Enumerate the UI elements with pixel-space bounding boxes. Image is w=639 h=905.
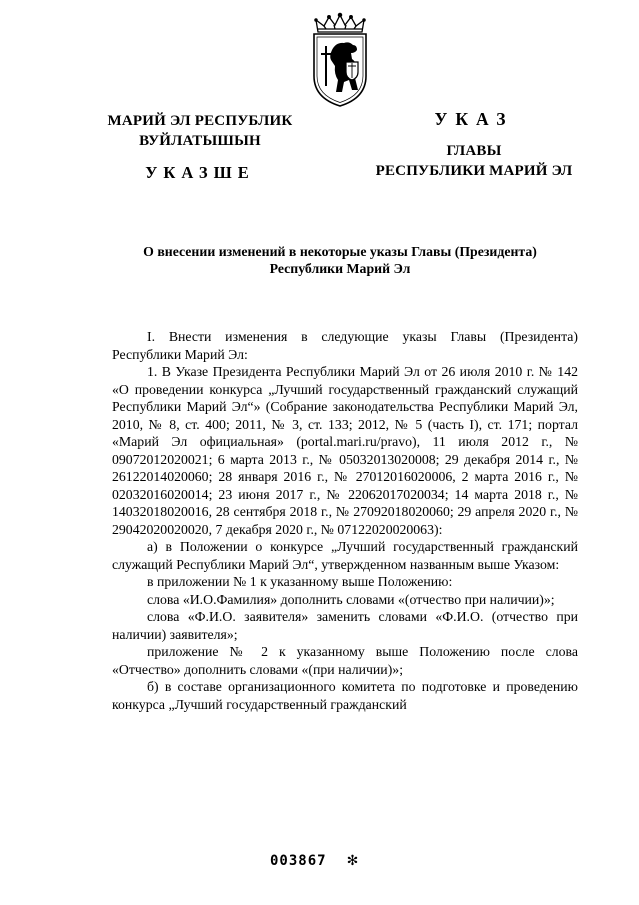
header-left (100, 111, 300, 183)
header-right-ukaz: УКАЗ (434, 109, 514, 129)
header-right-line2: РЕСПУБЛИКИ МАРИЙ ЭЛ (375, 163, 573, 179)
paragraph: слова «Ф.И.О. заявителя» заменить словами «Ф.И.О. (отчество при наличии) заявителя»; (112, 609, 578, 642)
paragraph: 1. В Указе Президента Республики Марий Эл от 26 июля 2010 г. № 142 «О проведении конкурса „Лучший государственный гражданский служащий Республики Марий Эл“» (Собрание законодательства Республики Марий Эл, 2010, № 8, ст. 400; 2011, № 3, ст. 133; 2012, № 5 (часть I), ст. 171; портал «Марий Эл официальная» (portal.mari.ru/pravo), 11 июля 2012 г., № 09072012020021; 6 марта 2013 г., № 05032013020008; 29 декабря 2014 г., № 26122014020060; 28 января 2016 г., № 27012016020006, 2 марта 2016 г., № 02032016020014; 23 июня 2017 г., № 22062017020034; 14 марта 2018 г., № 14032018020016, 28 сентября 2018 г., № 27092018020060; 29 апреля 2020 г., № 29042020020020, 7 декабря 2020 г., № 07122020020063): (112, 364, 578, 537)
serial-number-text: 003867 (270, 853, 327, 869)
document-title (112, 243, 568, 277)
paragraph: в приложении № 1 к указанному выше Положению: (147, 574, 453, 589)
paragraph: слова «И.О.Фамилия» дополнить словами «(отчество при наличии)»; (147, 591, 555, 607)
header-right-line1: ГЛАВЫ (446, 143, 502, 159)
serial-number (270, 853, 359, 869)
paragraph: I. Внести изменения в следующие указы Главы (Президента) Республики Марий Эл: (112, 329, 578, 362)
header-left-line2: ВУЙЛАТЫШЫН (139, 133, 261, 149)
paragraph: а) в Положении о конкурсе „Лучший государственный гражданский служащий Республики Марий Эл“, утвержденном названным выше Указом: (112, 539, 578, 572)
coat-of-arms-emblem (302, 12, 378, 108)
title-line2: Республики Марий Эл (269, 261, 411, 276)
title-line1: О внесении изменений в некоторые указы Главы (Президента) (143, 244, 537, 259)
header-left-ukazshe: УКАЗШЕ (145, 163, 255, 182)
crown-icon (315, 13, 365, 32)
paragraph: приложение № 2 к указанному выше Положению после слова «Отчество» дополнить словами «(при наличии)»; (112, 644, 578, 677)
paragraph: б) в составе организационного комитета по подготовке и проведению конкурса „Лучший государственный гражданский (112, 679, 578, 712)
header-right (362, 109, 586, 181)
document-body (112, 328, 578, 713)
asterisk-mark-icon: ✻ (346, 853, 360, 869)
header-left-line1: МАРИЙ ЭЛ РЕСПУБЛИК (107, 113, 293, 129)
